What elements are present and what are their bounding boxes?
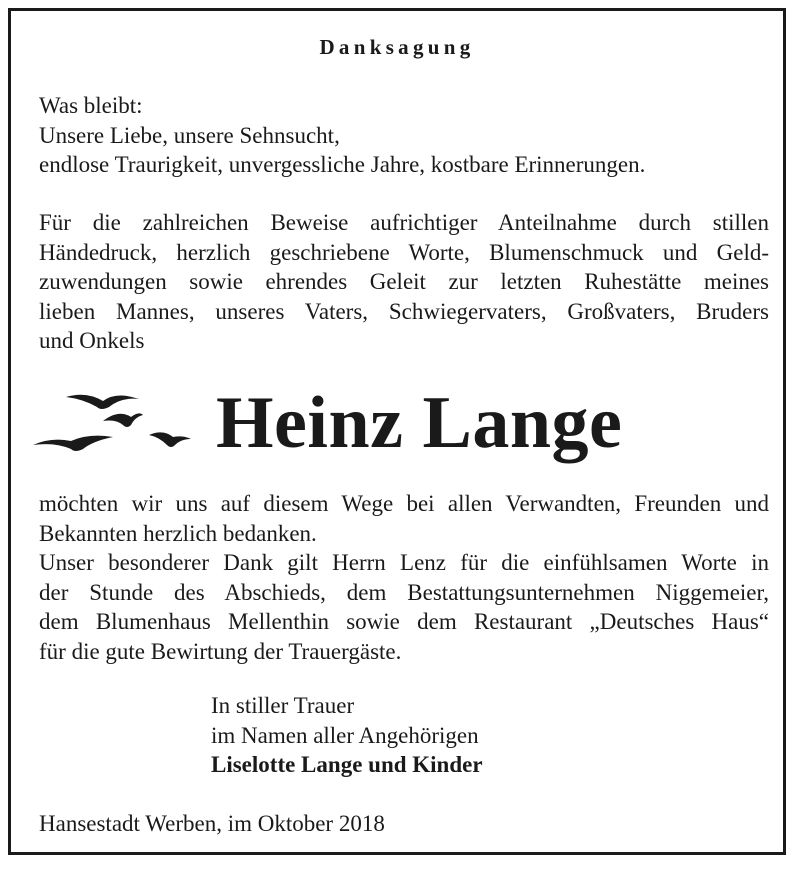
place-date: Hansestadt Werben, im Oktober 2018 [39, 811, 385, 836]
closing-line: der Stunde des Abschieds, dem Bestattungsunternehmen Niggemeier, [39, 579, 769, 605]
intro-paragraph [39, 91, 769, 180]
signature-line: In stiller Trauer [211, 693, 355, 718]
signature-line: im Namen aller Angehörigen [211, 722, 479, 748]
closing-line: für die gute Bewirtung der Trauergäste. [39, 638, 402, 664]
closing-line: Unser besonderer Dank gilt Herrn Lenz für die einfühlsamen Worte in [39, 550, 769, 575]
thanks-line: zuwendungen sowie ehrendes Geleit zur letzten Ruhestätte meines [39, 269, 769, 294]
signature-names: Liselotte Lange und Kinder [211, 752, 483, 777]
intro-line: Was bleibt: [39, 93, 143, 118]
closing-line: dem Blumenhaus Mellenthin sowie dem Restaurant „Deutsches Haus“ [39, 609, 769, 634]
thanks-line: lieben Mannes, unseres Vaters, Schwiegervaters, Großvaters, Bruders [39, 298, 769, 324]
thanks-line: und Onkels [39, 328, 145, 353]
closing-line: möchten wir uns auf diesem Wege bei allen Verwandten, Freunden und [39, 491, 769, 516]
notice-heading: Danksagung [319, 35, 475, 59]
obituary-notice [8, 8, 786, 855]
closing-line: Bekannten herzlich bedanken. [39, 520, 317, 546]
thanks-line: Für die zahlreichen Beweise aufrichtiger Anteilnahme durch stillen [39, 210, 769, 235]
thanks-line: Händedruck, herzlich geschriebene Worte, Blumenschmuck und Geld- [39, 239, 769, 265]
closing-paragraph [39, 489, 769, 666]
intro-line: endlose Traurigkeit, unvergessliche Jahre, kostbare Erinnerungen. [39, 152, 646, 177]
flying-birds-icon [31, 379, 211, 459]
signature-block [211, 691, 483, 780]
thanks-paragraph [39, 208, 769, 356]
deceased-name: Heinz Lange [216, 382, 623, 464]
intro-line: Unsere Liebe, unsere Sehnsucht, [39, 122, 340, 148]
